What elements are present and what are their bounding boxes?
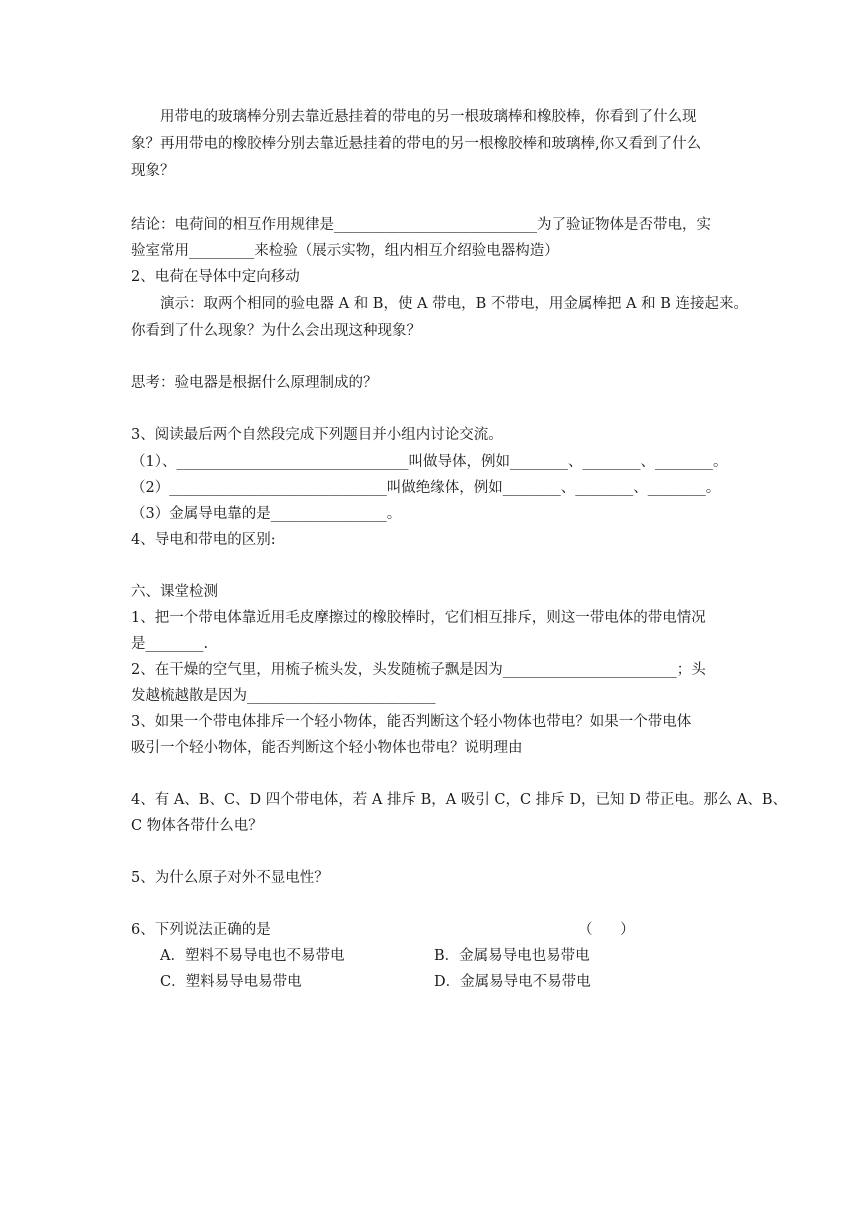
question-line: 5、为什么原子对外不显电性？ — [131, 870, 329, 886]
question-line: 1、把一个带电体靠近用毛皮摩擦过的橡胶棒时，它们相互排斥，则这一带电体的带电情况 — [131, 610, 706, 626]
option-d: D．金属易导电不易带电 — [434, 974, 591, 990]
fill-in-line: （3）金属导电靠的是________________。 — [131, 506, 402, 522]
option-c: C．塑料易导电易带电 — [160, 974, 302, 990]
demo-line: 你看到了什么现象？为什么会出现这种现象？ — [131, 323, 421, 339]
option-a: A．塑料不易导电也不易带电 — [160, 948, 345, 964]
question-line: 3、如果一个带电体排斥一个轻小物体，能否判断这个轻小物体也带电？如果一个带电体 — [131, 714, 692, 730]
question-line: 4、有 A、B、C、D 四个带电体，若 A 排斥 B，A 吸引 C，C 排斥 D，已知 D 带正电。那么 A、B、 — [131, 792, 788, 808]
question-line: 6、下列说法正确的是 — [131, 922, 271, 938]
paragraph-line: 象？再用带电的橡胶棒分别去靠近悬挂着的带电的另一根橡胶棒和玻璃棒,你又看到了什么 — [131, 136, 702, 152]
option-b: B．金属易导电也易带电 — [434, 948, 590, 964]
fill-in-line: （1）、________________________________叫做导体，例如________、________、________。 — [131, 454, 728, 470]
fill-in-line: （2）______________________________叫做绝缘体，例如________、________、________。 — [131, 480, 721, 496]
section-heading: 3、阅读最后两个自然段完成下列题目并小组内讨论交流。 — [131, 427, 503, 443]
conclusion-line: 结论：电荷间的相互作用规律是____________________________为了验证物体是否带电，实 — [131, 217, 711, 233]
demo-line: 演示：取两个相同的验电器 A 和 B，使 A 带电，B 不带电，用金属棒把 A 和 B 连接起来。 — [160, 296, 748, 312]
section-heading: 4、导电和带电的区别: — [131, 532, 276, 548]
section-heading: 2、电荷在导体中定向移动 — [131, 269, 300, 285]
question-line: C 物体各带什么电？ — [131, 818, 263, 834]
question-line: 吸引一个轻小物体，能否判断这个轻小物体也带电？说明理由 — [131, 740, 523, 756]
question-line: 是________. — [131, 636, 209, 652]
paragraph-line: 现象？ — [131, 163, 175, 179]
paragraph-line: 用带电的玻璃棒分别去靠近悬挂着的带电的另一根玻璃棒和橡胶棒，你看到了什么现 — [160, 109, 697, 125]
thinking-line: 思考：验电器是根据什么原理制成的？ — [131, 375, 378, 391]
question-line: 发越梳越散是因为__________________________ — [131, 688, 436, 704]
section-heading: 六、课堂检测 — [131, 584, 218, 600]
question-line: 2、在干燥的空气里，用梳子梳头发，头发随梳子飘是因为________________________；头 — [131, 662, 706, 678]
conclusion-line: 验室常用_________来检验（展示实物，组内相互介绍验电器构造） — [131, 243, 559, 259]
answer-bracket: （ ） — [578, 922, 635, 938]
